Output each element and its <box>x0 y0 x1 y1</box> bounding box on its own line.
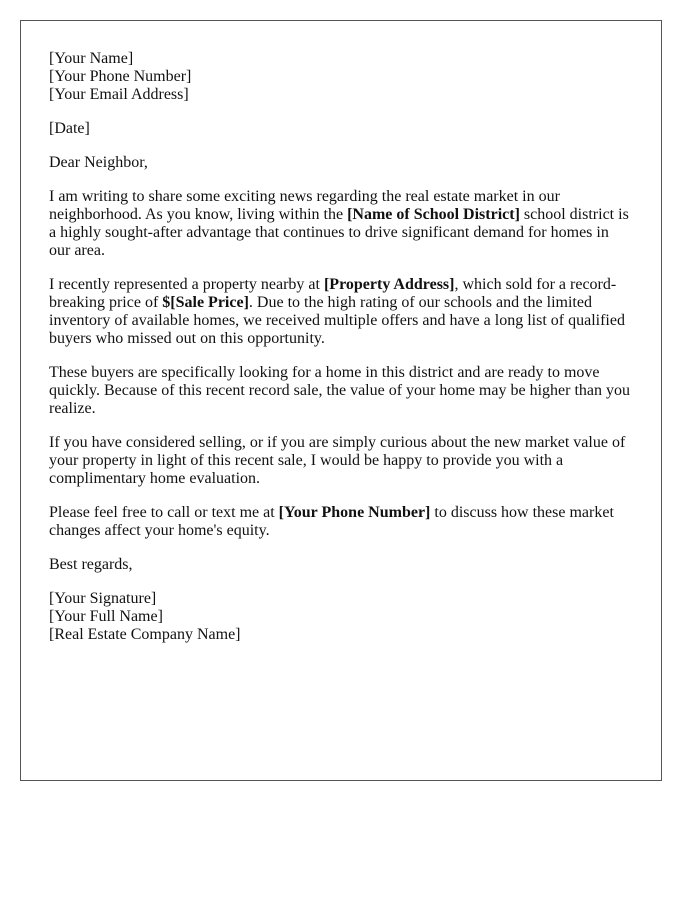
sender-name: [Your Name] <box>49 50 134 67</box>
paragraph-5 <box>49 504 634 540</box>
text: I am writing to share some exciting news regarding the real estate market in our neighborhood. As you know, living within the <box>49 188 560 223</box>
property-address-placeholder: [Property Address] <box>323 276 455 293</box>
paragraph-2 <box>49 276 634 348</box>
paragraph-1 <box>49 188 634 260</box>
sender-phone: [Your Phone Number] <box>49 68 192 85</box>
sale-price-placeholder: $[Sale Price] <box>162 294 249 311</box>
text: school district is a highly sought-after advantage that continues to drive significant demand for homes in our area. <box>49 206 629 259</box>
salutation: Dear Neighbor, <box>49 154 148 171</box>
text: to discuss how these market changes affect your home's equity. <box>49 504 614 539</box>
text: . Due to the high rating of our schools and the limited inventory of available homes, we received multiple offers and have a long list of qualified buyers who missed out on this opportunity. <box>49 294 625 347</box>
paragraph-4: If you have considered selling, or if you are simply curious about the new market value of your property in light of this recent sale, I would be happy to provide you with a complimentary home evaluation. <box>49 434 626 487</box>
company-name: [Real Estate Company Name] <box>49 626 241 643</box>
full-name: [Your Full Name] <box>49 608 163 625</box>
closing: Best regards, <box>49 556 133 573</box>
date: [Date] <box>49 120 90 137</box>
text: Please feel free to call or text me at <box>49 504 279 521</box>
paragraph-3: These buyers are specifically looking for a home in this district and are ready to move quickly. Because of this recent record sale, the value of your home may be higher than you realize. <box>49 364 630 417</box>
text: I recently represented a property nearby at <box>49 276 324 293</box>
sender-block <box>49 50 634 104</box>
school-district-placeholder: [Name of School District] <box>347 206 520 223</box>
letter <box>20 20 662 781</box>
text: , which sold for a record-breaking price of <box>49 276 617 311</box>
phone-placeholder: [Your Phone Number] <box>278 504 431 521</box>
sender-email: [Your Email Address] <box>49 86 189 103</box>
signature: [Your Signature] <box>49 590 157 607</box>
signature-block <box>49 590 634 644</box>
